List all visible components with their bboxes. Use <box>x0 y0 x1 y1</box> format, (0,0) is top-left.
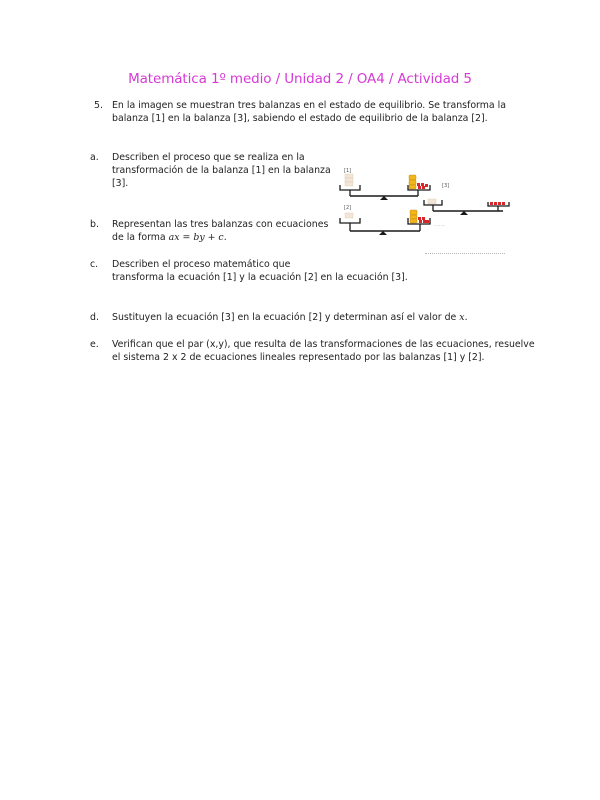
item-line: el sistema 2 x 2 de ecuaciones lineales representado por las balanzas [1] y [2]. <box>112 352 485 363</box>
formula-suffix: . <box>223 232 227 243</box>
item-letter: a. <box>90 152 99 163</box>
svg-text:·········: ········· <box>434 223 446 228</box>
item-line: transformación de la balanza [1] en la balanza <box>112 165 331 176</box>
item-line-formula <box>112 231 328 244</box>
formula-prefix: de la forma <box>112 232 169 243</box>
exercise-line: balanza [1] en la balanza [3], sabiendo el estado de equilibrio de la balanza [2]. <box>112 113 488 124</box>
variable-x: x <box>459 312 465 323</box>
balances-figure <box>338 160 518 260</box>
item-letter: e. <box>90 339 99 350</box>
formula: ax = by + c <box>168 232 224 243</box>
figure-caption-line <box>425 253 505 255</box>
item-letter: c. <box>90 259 99 270</box>
exercise-number: 5. <box>94 100 103 111</box>
item-text: Sustituyen la ecuación [3] en la ecuación [2] y determinan así el valor de <box>112 312 460 323</box>
page-title: Matemática 1º medio / Unidad 2 / OA4 / Actividad 5 <box>128 71 472 87</box>
item-suffix: . <box>464 312 468 323</box>
item-letter: d. <box>90 312 99 323</box>
item-line: Representan las tres balanzas con ecuaciones <box>112 219 329 230</box>
balance-2 <box>340 205 445 235</box>
item-letter: b. <box>90 219 99 230</box>
item-line: Describen el proceso matemático que <box>112 259 291 270</box>
exercise-line: En la imagen se muestran tres balanzas en el estado de equilibrio. Se transforma la <box>112 100 506 111</box>
svg-text:[3]: [3] <box>442 183 450 189</box>
balance-3 <box>424 183 509 215</box>
balance-1 <box>340 168 430 200</box>
svg-text:[1]: [1] <box>344 168 352 174</box>
item-line: Verifican que el par (x,y), que resulta de las transformaciones de las ecuaciones, resuelve <box>112 339 535 350</box>
item-line <box>112 311 468 324</box>
item-line: Describen el proceso que se realiza en la <box>112 152 305 163</box>
item-line: [3]. <box>112 178 129 189</box>
item-line: transforma la ecuación [1] y la ecuación [2] en la ecuación [3]. <box>112 272 408 283</box>
svg-text:[2]: [2] <box>344 205 352 211</box>
